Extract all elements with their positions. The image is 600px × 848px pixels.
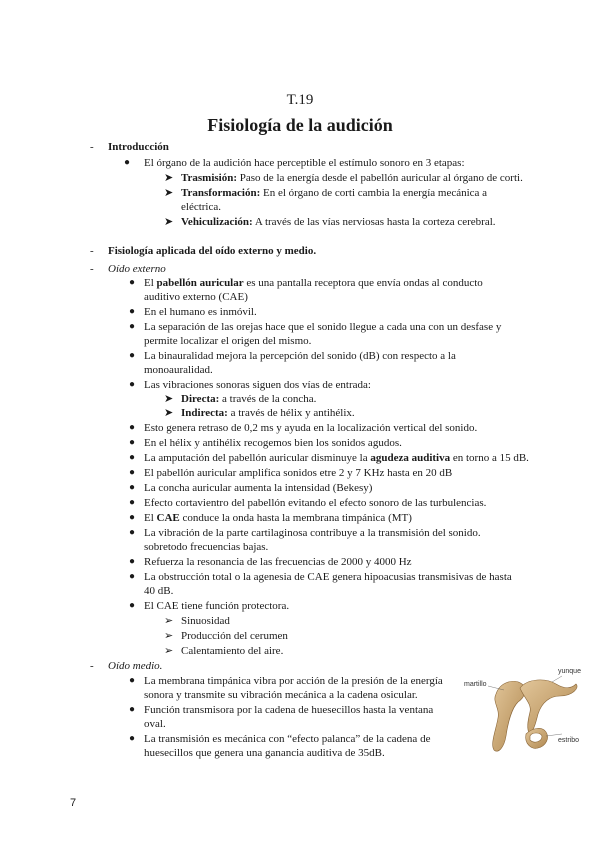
label-stapes: estribo (558, 737, 580, 744)
bullet-icon: ● (129, 321, 136, 332)
external-bullet: El CAE tiene función protectora. (144, 600, 290, 612)
bullet-icon: ● (129, 497, 136, 508)
route-text: a través de hélix y antihélix. (227, 407, 355, 419)
bullet-icon: ● (129, 600, 136, 611)
external-bullet: La binauralidad mejora la percepción del sonido (dB) con respecto a la (144, 350, 456, 362)
bullet-icon: ● (129, 571, 136, 582)
middle-bullet: La membrana timpánica vibra por acción de la presión de la energía (144, 675, 443, 687)
dash-marker: - (90, 660, 94, 672)
page-title: Fisiología de la audición (207, 115, 393, 135)
external-bullet (144, 451, 529, 465)
external-bullet: Refuerza la resonancia de las frecuencias de 2000 y 4000 Hz (144, 556, 412, 568)
external-bullet-cont: monoauralidad. (144, 364, 213, 376)
route-text: a través de la concha. (219, 393, 317, 405)
bullet-icon: ● (129, 437, 136, 448)
stage-transformacion (181, 186, 487, 200)
stage-text: A través de las vías nerviosas hasta la corteza cerebral. (252, 216, 496, 228)
arrow-bullet-icon: ➤ (164, 407, 174, 419)
dash-marker: - (90, 245, 94, 257)
text-run: en torno a 15 dB. (450, 452, 529, 464)
stage-text: Paso de la energía desde el pabellón auricular al órgano de corti. (237, 172, 523, 184)
external-bullet: La vibración de la parte cartilaginosa contribuye a la transmisión del sonido. (144, 527, 481, 539)
route-indirect (181, 406, 355, 420)
external-bullet: En el hélix y antihélix recogemos bien los sonidos agudos. (144, 437, 402, 449)
dash-marker: - (90, 141, 94, 153)
leader-line (546, 734, 562, 736)
bullet-icon: ● (129, 733, 136, 744)
stage-label: Transformación: (181, 187, 261, 199)
leader-line (552, 676, 562, 682)
middle-bullet-cont: huesecillos que genera una ganancia auditiva de 35dB. (144, 747, 385, 759)
bullet-icon: ● (129, 527, 136, 538)
bullet-icon: ● (129, 556, 136, 567)
text-run: es una pantalla receptora que envía ondas al conducto (243, 277, 483, 289)
section-heading-intro: Introducción (108, 141, 169, 153)
arrow-outline-icon: ➢ (164, 645, 174, 657)
external-bullet: Efecto cortavientro del pabellón evitando el efecto sonoro de las turbulencias. (144, 497, 487, 509)
arrow-outline-icon: ➢ (164, 630, 174, 642)
external-bullet: El pabellón auricular amplifica sonidos etre 2 y 7 KHz hasta en 20 dB (144, 467, 453, 479)
page-number: 7 (70, 797, 77, 809)
middle-bullet-cont: oval. (144, 718, 166, 730)
external-bullet: La concha auricular aumenta la intensidad (Bekesy) (144, 482, 373, 494)
label-incus: yunque (558, 668, 581, 675)
external-bullet: Esto genera retraso de 0,2 ms y ayuda en la localización vertical del sonido. (144, 422, 478, 434)
bullet-icon: ● (124, 157, 131, 168)
bold-term: pabellón auricular (156, 277, 244, 289)
protection-item: Sinuosidad (181, 615, 230, 627)
bullet-icon: ● (129, 452, 136, 463)
intro-bullet: El órgano de la audición hace perceptible el estímulo sonoro en 3 etapas: (144, 157, 465, 169)
text-run: El (144, 277, 157, 289)
arrow-bullet-icon: ➤ (164, 216, 174, 228)
external-bullet-cont: auditivo externo (CAE) (144, 291, 248, 303)
protection-item: Calentamiento del aire. (181, 645, 284, 657)
text-run: El (144, 512, 157, 524)
dash-marker: - (90, 263, 94, 275)
stapes-shape (526, 728, 548, 748)
bullet-icon: ● (129, 422, 136, 433)
external-bullet-cont: 40 dB. (144, 585, 174, 597)
middle-bullet: Función transmisora por la cadena de huesecillos hasta la ventana (144, 704, 434, 716)
external-bullet-cont: permite localizar el origen del mismo. (144, 335, 312, 347)
bold-term: CAE (156, 512, 180, 524)
bold-term: agudeza auditiva (370, 452, 451, 464)
bullet-icon: ● (129, 512, 136, 523)
malleus-shape (493, 681, 525, 751)
topic-number: T.19 (286, 92, 314, 108)
external-bullet (144, 511, 412, 525)
route-direct (181, 392, 316, 406)
text-run: La amputación del pabellón auricular disminuye la (144, 452, 371, 464)
bullet-icon: ● (129, 467, 136, 478)
incus-shape (520, 680, 577, 734)
external-bullet-cont: sobretodo frecuencias bajas. (144, 541, 269, 553)
stage-text: En el órgano de corti cambia la energía mecánica a (260, 187, 488, 199)
stage-vehiculizacion (181, 215, 496, 229)
external-bullet (144, 276, 483, 290)
stage-text-cont: eléctrica. (181, 201, 221, 213)
arrow-bullet-icon: ➤ (164, 187, 174, 199)
arrow-bullet-icon: ➤ (164, 393, 174, 405)
subsection-heading-external: Oído externo (108, 263, 166, 275)
middle-bullet-cont: sonora y transmite su vibración mecánica a la cadena osicular. (144, 689, 418, 701)
label-malleus: martillo (464, 681, 487, 688)
route-label: Indirecta: (181, 407, 228, 419)
middle-bullet: La transmisión es mecánica con “efecto palanca” de la cadena de (144, 733, 431, 745)
bullet-icon: ● (129, 379, 136, 390)
bullet-icon: ● (129, 675, 136, 686)
external-bullet: Las vibraciones sonoras siguen dos vías de entrada: (144, 379, 371, 391)
stage-transmision (181, 171, 523, 185)
bullet-icon: ● (129, 306, 136, 317)
external-bullet: La separación de las orejas hace que el sonido llegue a cada una con un desfase y (144, 321, 502, 333)
protection-item: Producción del cerumen (181, 630, 288, 642)
route-label: Directa: (181, 393, 220, 405)
arrow-outline-icon: ➢ (164, 615, 174, 627)
bullet-icon: ● (129, 482, 136, 493)
external-bullet: En el humano es inmóvil. (144, 306, 257, 318)
bullet-icon: ● (129, 277, 136, 288)
text-run: conduce la onda hasta la membrana timpánica (MT) (179, 512, 412, 524)
bullet-icon: ● (129, 350, 136, 361)
subsection-heading-middle: Oído medio. (108, 660, 163, 672)
arrow-bullet-icon: ➤ (164, 172, 174, 184)
ossicles-illustration (462, 664, 592, 759)
stage-label: Vehiculización: (181, 216, 253, 228)
stage-label: Trasmisión: (181, 172, 238, 184)
section-heading-physiology: Fisiología aplicada del oído externo y medio. (108, 245, 317, 257)
external-bullet: La obstrucción total o la agenesia de CAE genera hipoacusias transmisivas de hasta (144, 571, 512, 583)
bullet-icon: ● (129, 704, 136, 715)
